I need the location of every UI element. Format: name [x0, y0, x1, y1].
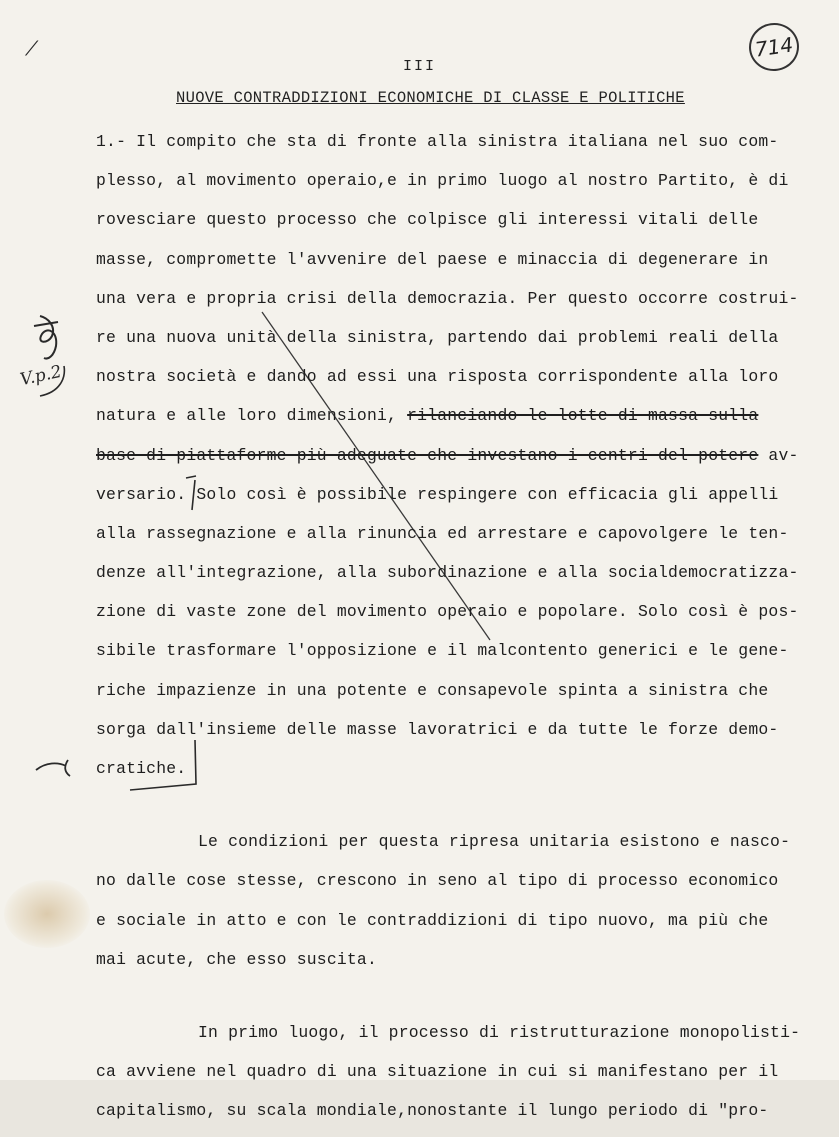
- text-line: [96, 402, 796, 441]
- text-line: In primo luogo, il processo di ristrutturazione monopolisti-: [198, 1022, 801, 1042]
- text-line: e sociale in atto e con le contraddizioni di tipo nuovo, ma più che: [96, 910, 769, 930]
- margin-check-mark: [36, 760, 70, 776]
- text-line: rovesciare questo processo che colpisce gli interessi vitali delle: [96, 210, 759, 230]
- text-line: [96, 442, 799, 481]
- text-line: sibile trasformare l'opposizione e il malcontento generici e le gene-: [96, 641, 789, 661]
- text-line: masse, compromette l'avvenire del paese e minaccia di degenerare in: [96, 249, 769, 269]
- text-line: denze all'integrazione, alla subordinazione e alla socialdemocratizza-: [96, 563, 799, 583]
- text-span: natura e alle loro dimensioni,: [96, 406, 408, 426]
- text-span: av-: [758, 445, 799, 465]
- text-line: plesso, al movimento operaio,e in primo luogo al nostro Partito, è di: [96, 171, 789, 191]
- corner-pen-mark: ⁄: [30, 36, 34, 60]
- struck-through-text: rilanciando le lotte di massa sulla: [407, 406, 759, 426]
- text-line: riche impazienze in una potente e consapevole spinta a sinistra che: [96, 680, 769, 700]
- chapter-number: III: [402, 58, 436, 75]
- text-line: 1.- Il compito che sta di fronte alla sinistra italiana nel suo com-: [96, 132, 779, 151]
- text-line: Le condizioni per questa ripresa unitaria esistono e nasco-: [198, 832, 791, 852]
- text-line: no dalle cose stesse, crescono in seno al tipo di processo economico: [96, 871, 779, 891]
- margin-note-vp2: V.p.2: [18, 361, 64, 391]
- text-line: cratiche.: [96, 759, 187, 778]
- text-span: versario.: [96, 484, 187, 504]
- text-line: capitalismo, su scala mondiale,nonostante il lungo periodo di "pro-: [96, 1101, 769, 1121]
- page-number: 714: [753, 32, 795, 62]
- text-span: Solo così è possibile respingere con efficacia gli appelli: [186, 484, 779, 504]
- struck-through-text: base di piattaforme più adeguate che investano i centri del potere: [96, 445, 759, 465]
- text-line: nostra società e dando ad essi una risposta corrispondente alla loro: [96, 367, 779, 387]
- text-line: alla rassegnazione e alla rinuncia ed arrestare e capovolgere le ten-: [96, 523, 789, 543]
- paragraph-gap: [96, 985, 796, 1019]
- text-line: ca avviene nel quadro di una situazione in cui si manifestano per il: [96, 1062, 779, 1082]
- text-line: sorga dall'insieme delle masse lavoratrici e da tutte le forze demo-: [96, 719, 779, 739]
- margin-scribble-bar: [34, 322, 58, 326]
- text-line: una vera e propria crisi della democrazia. Per questo occorre costrui-: [96, 288, 799, 308]
- document-body: [96, 128, 801, 1137]
- chapter-heading: NUOVE CONTRADDIZIONI ECONOMICHE DI CLASSE E POLITICHE: [176, 89, 685, 107]
- text-line: mai acute, che esso suscita.: [96, 949, 378, 969]
- text-line: re una nuova unità della sinistra, partendo dai problemi reali della: [96, 327, 779, 347]
- paragraph-gap: [96, 794, 796, 828]
- text-line: [96, 481, 796, 520]
- text-line: zione di vaste zone del movimento operaio e popolare. Solo così è pos-: [96, 602, 799, 622]
